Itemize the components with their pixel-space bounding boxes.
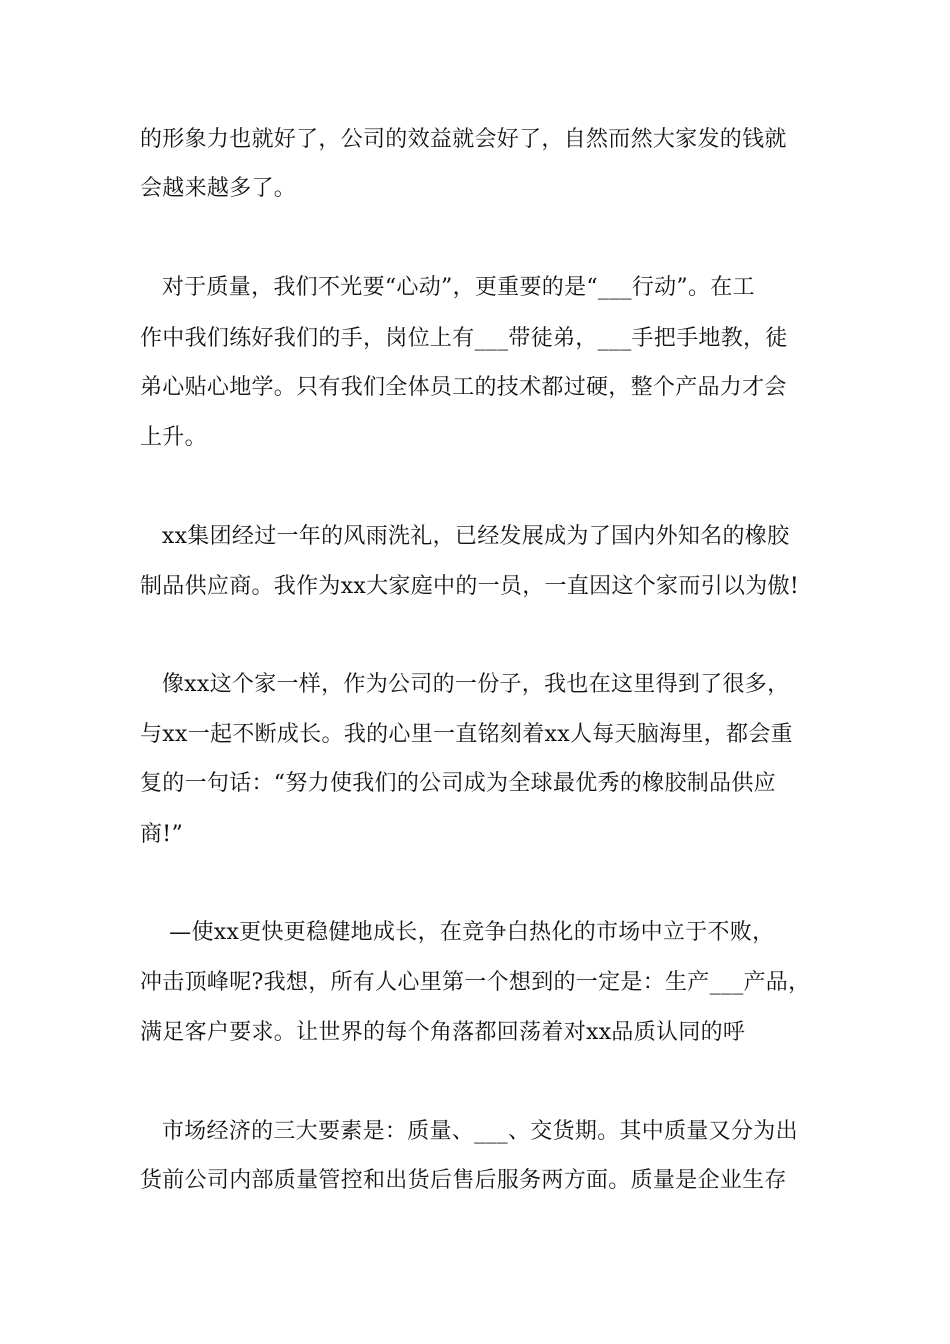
- paragraph-6-line-1: 市场经济的三大要素是：质量、___、交货期。其中质量又分为出: [140, 1119, 798, 1144]
- paragraph-2-line-3: 弟心贴心地学。只有我们全体员工的技术都过硬，整个产品力才会: [140, 375, 787, 400]
- paragraph-2-line-2: 作中我们练好我们的手，岗位上有___带徒弟，___手把手地教，徒: [140, 326, 788, 351]
- paragraph-1-line-2: 会越来越多了。: [140, 176, 297, 201]
- paragraph-4-line-2: 与xx一起不断成长。我的心里一直铭刻着xx人每天脑海里，都会重: [140, 722, 793, 747]
- paragraph-4-line-3: 复的一句话：“努力使我们的公司成为全球最优秀的橡胶制品供应: [140, 771, 776, 796]
- paragraph-5-line-1: —使xx更快更稳健地成长，在竞争白热化的市场中立于不败，: [140, 920, 775, 945]
- paragraph-6-line-2: 货前公司内部质量管控和出货后售后服务两方面。质量是企业生存: [140, 1168, 787, 1193]
- paragraph-2-line-1: 对于质量，我们不光要“心动”，更重要的是“___行动”。在工: [140, 275, 755, 300]
- paragraph-4-line-4: 商!”: [140, 822, 183, 847]
- paragraph-3-line-2: 制品供应商。我作为xx大家庭中的一员，一直因这个家而引以为傲!: [140, 574, 799, 599]
- paragraph-1-line-1: 的形象力也就好了，公司的效益就会好了，自然而然大家发的钱就: [140, 127, 787, 152]
- paragraph-3-line-1: xx集团经过一年的风雨洗礼，已经发展成为了国内外知名的橡胶: [140, 524, 790, 549]
- paragraph-4-line-1: 像xx这个家一样，作为公司的一份子，我也在这里得到了很多，: [140, 672, 790, 697]
- paragraph-5-line-2: 冲击顶峰呢?我想，所有人心里第一个想到的一定是：生产___产品，: [140, 970, 811, 995]
- paragraph-5-line-3: 满足客户要求。让世界的每个角落都回荡着对xx品质认同的呼: [140, 1020, 746, 1045]
- paragraph-2-line-4: 上升。: [140, 425, 207, 450]
